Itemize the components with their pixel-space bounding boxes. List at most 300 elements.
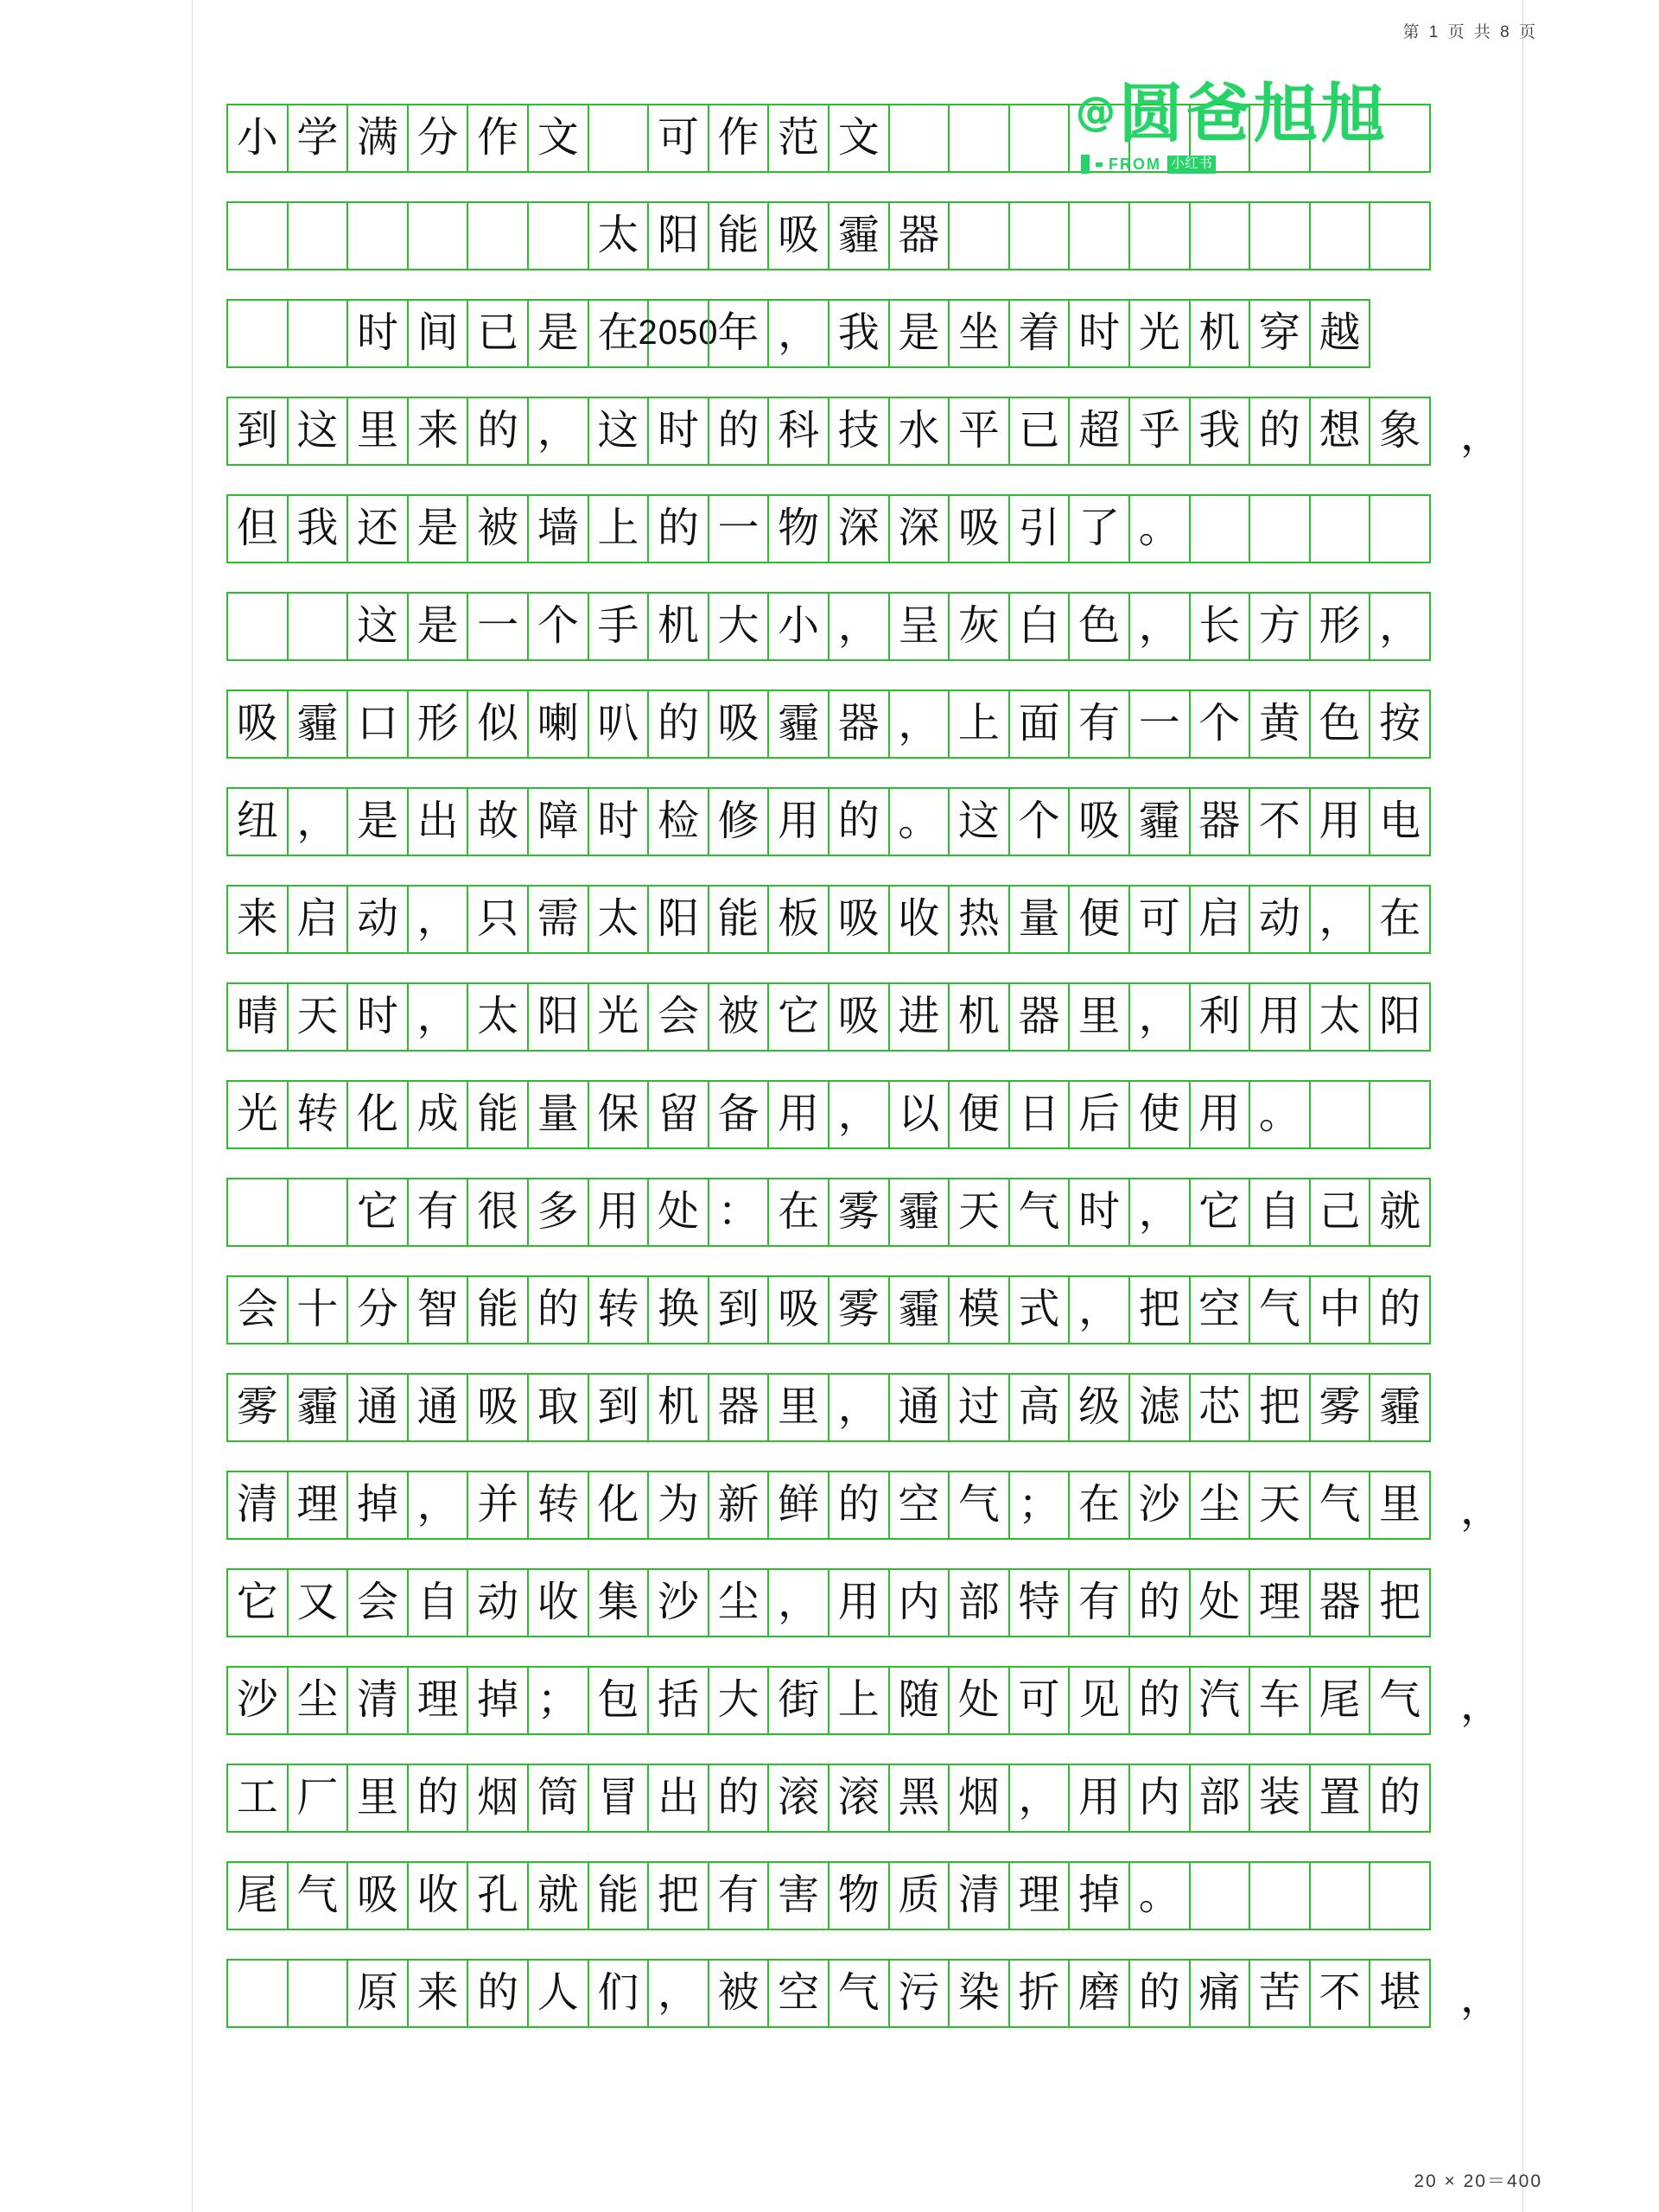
grid-cell <box>287 885 349 954</box>
grid-cell-char: 机 <box>1198 308 1241 357</box>
grid-cell-char: 热 <box>957 894 1000 943</box>
grid-cell-char: 技 <box>837 406 880 454</box>
grid-cell <box>1369 1373 1431 1442</box>
grid-cell-char: 鲜 <box>778 1480 820 1529</box>
grid-cell-empty <box>1309 494 1371 563</box>
grid-cell <box>467 1080 529 1149</box>
grid-cell-char: 收 <box>898 894 940 943</box>
overflow-punctuation: ， <box>1460 410 1503 460</box>
grid-cell <box>1008 1666 1071 1735</box>
grid-cell-char: 烟 <box>477 1773 519 1821</box>
grid-cell <box>588 1080 650 1149</box>
grid-cell-char: 深 <box>837 504 880 552</box>
grid-cell-char: 灰 <box>957 601 1000 650</box>
grid-cell-char: 工 <box>236 1773 278 1821</box>
grid-cell <box>647 104 709 173</box>
grid-cell <box>226 104 289 173</box>
grid-cell-char: 是 <box>898 308 940 357</box>
grid-cell <box>1189 1471 1251 1540</box>
grid-cell <box>1008 299 1071 368</box>
grid-cell-char: 动 <box>1258 894 1300 943</box>
grid-cell <box>888 1178 950 1247</box>
grid-cell <box>1068 494 1130 563</box>
grid-cell-char: 街 <box>778 1675 820 1724</box>
grid-cell-char: 不 <box>1319 1968 1361 2017</box>
grid-cell-char: 滚 <box>778 1773 820 1821</box>
grid-cell-char: 物 <box>837 1871 880 1919</box>
grid-cell-char: 尘 <box>1198 1480 1241 1529</box>
grid-cell-char: 化 <box>597 1480 639 1529</box>
grid-cell <box>287 1275 349 1344</box>
grid-cell <box>948 1178 1010 1247</box>
grid-cell <box>527 104 589 173</box>
grid-cell <box>1249 1373 1311 1442</box>
grid-cell-empty <box>287 1959 349 2028</box>
grid-cell <box>407 1861 469 1930</box>
grid-cell-char: 害 <box>778 1871 820 1919</box>
grid-cell <box>588 982 650 1052</box>
grid-cell-char: 只 <box>477 894 519 943</box>
grid-cell-empty <box>1309 1080 1371 1149</box>
grid-cell-empty <box>1309 104 1371 173</box>
grid-cell-char: 量 <box>537 1090 579 1138</box>
grid-cell <box>767 494 830 563</box>
grid-cell-char: 作 <box>477 113 519 162</box>
grid-cell-char: 到 <box>236 406 278 454</box>
grid-cell <box>467 592 529 661</box>
grid-cell-char: 会 <box>657 992 699 1040</box>
grid-cell <box>226 690 289 759</box>
grid-cell-char: 把 <box>1138 1285 1180 1333</box>
grid-cell <box>828 104 890 173</box>
grid-cell-empty <box>1369 1861 1431 1930</box>
grid-cell <box>888 1861 950 1930</box>
grid-cell-char: 成 <box>416 1090 459 1138</box>
grid-cell <box>1068 299 1130 368</box>
grid-cell-char: 级 <box>1078 1382 1121 1431</box>
watermark-name: 圆爸旭旭 <box>1119 77 1389 151</box>
grid-cell <box>1369 1178 1431 1247</box>
grid-cell-empty <box>226 592 289 661</box>
grid-row <box>226 1275 1464 1344</box>
grid-cell <box>888 885 950 954</box>
grid-cell-char: ， <box>1138 601 1180 650</box>
grid-cell-char: 己 <box>1319 1187 1361 1236</box>
grid-cell-char: 出 <box>657 1773 699 1821</box>
grid-cell <box>1068 1080 1130 1149</box>
grid-cell <box>467 885 529 954</box>
grid-cell-char: 阳 <box>1379 992 1421 1040</box>
grid-cell <box>828 885 890 954</box>
grid-cell <box>226 787 289 856</box>
grid-cell-empty <box>1309 201 1371 270</box>
grid-cell <box>767 1373 830 1442</box>
grid-cell-char: 是 <box>416 601 459 650</box>
grid-cell <box>1128 787 1191 856</box>
watermark-from-label: FROM <box>1109 155 1161 173</box>
grid-cell-char: 能 <box>477 1285 519 1333</box>
grid-cell-char: 的 <box>416 1773 459 1821</box>
grid-cell-char: 它 <box>236 1578 278 1626</box>
grid-cell-char: 特 <box>1018 1578 1060 1626</box>
grid-cell-char: 日 <box>1018 1090 1060 1138</box>
grid-cell-char: 括 <box>657 1675 699 1724</box>
grid-cell <box>287 1861 349 1930</box>
grid-cell-char: 磨 <box>1078 1968 1121 2017</box>
grid-cell-char: 里 <box>1379 1480 1421 1529</box>
grid-cell-char: ； <box>537 1675 579 1724</box>
grid-cell <box>588 1275 650 1344</box>
grid-cell-char: 智 <box>416 1285 459 1333</box>
grid-cell <box>346 397 409 466</box>
grid-cell <box>1128 1471 1191 1540</box>
grid-cell <box>407 1959 469 2028</box>
grid-cell <box>346 1861 409 1930</box>
grid-cell <box>1189 397 1251 466</box>
grid-cell-char: 霾 <box>898 1187 940 1236</box>
grid-cell-char: 气 <box>296 1871 339 1919</box>
grid-cell <box>1128 1568 1191 1637</box>
grid-cell-empty <box>1008 104 1071 173</box>
grid-cell-char: 汽 <box>1198 1675 1241 1724</box>
grid-cell <box>828 1861 890 1930</box>
grid-cell-char: 吸 <box>356 1871 398 1919</box>
grid-cell <box>888 592 950 661</box>
grid-cell <box>527 1275 589 1344</box>
grid-cell-char: 可 <box>657 113 699 162</box>
grid-cell-char: 们 <box>597 1968 639 2017</box>
grid-cell-char: 个 <box>537 601 579 650</box>
grid-cell <box>948 1959 1010 2028</box>
grid-cell <box>828 299 890 368</box>
grid-cell-char: 动 <box>356 894 398 943</box>
grid-cell-char: 内 <box>898 1578 940 1626</box>
grid-cell-char: 冒 <box>597 1773 639 1821</box>
grid-cell <box>1369 1959 1431 2028</box>
grid-cell-empty <box>226 1959 289 2028</box>
grid-cell-char: 转 <box>537 1480 579 1529</box>
grid-cell <box>1249 1178 1311 1247</box>
grid-cell <box>647 397 709 466</box>
grid-cell-char: 被 <box>717 1968 760 2017</box>
grid-cell-char: 。 <box>898 797 940 845</box>
grid-cell-char: 的 <box>1138 1578 1180 1626</box>
grid-cell <box>708 1959 770 2028</box>
grid-cell-char: 色 <box>1319 699 1361 747</box>
grid-cell <box>767 201 830 270</box>
grid-cell <box>287 1666 349 1735</box>
grid-cell <box>708 1568 770 1637</box>
grid-cell <box>1008 1568 1071 1637</box>
grid-cell <box>407 787 469 856</box>
grid-cell <box>1008 1373 1071 1442</box>
grid-cell-char: 霾 <box>296 699 339 747</box>
grid-cell-char: 雾 <box>837 1285 880 1333</box>
grid-cell <box>828 690 890 759</box>
grid-cell <box>287 690 349 759</box>
grid-cell-char: 吸 <box>778 211 820 259</box>
grid-cell-char: ， <box>537 406 579 454</box>
grid-cell <box>407 885 469 954</box>
grid-cell-char: 个 <box>1198 699 1241 747</box>
grid-cell-char: 霾 <box>296 1382 339 1431</box>
grid-cell-char: 就 <box>1379 1187 1421 1236</box>
grid-cell-char: 后 <box>1078 1090 1121 1138</box>
grid-cell <box>1128 1275 1191 1344</box>
grid-cell-char: 用 <box>1198 1090 1241 1138</box>
grid-cell-char: ； <box>1018 1480 1060 1529</box>
grid-cell-char: 太 <box>477 992 519 1040</box>
grid-cell <box>1309 787 1371 856</box>
grid-cell <box>1249 982 1311 1052</box>
grid-cell <box>708 1861 770 1930</box>
grid-cell-char: 里 <box>778 1382 820 1431</box>
grid-cell-char: 长 <box>1198 601 1241 650</box>
grid-cell-char: 纽 <box>236 797 278 845</box>
grid-cell <box>1369 397 1431 466</box>
grid-cell <box>708 494 770 563</box>
grid-cell-char: 能 <box>717 894 760 943</box>
grid-cell-char: 芯 <box>1198 1382 1241 1431</box>
grid-cell-char: 气 <box>1258 1285 1300 1333</box>
grid-cell <box>708 982 770 1052</box>
grid-cell-char: 有 <box>1078 1578 1121 1626</box>
grid-cell-char: 集 <box>597 1578 639 1626</box>
grid-cell <box>346 1764 409 1833</box>
grid-cell <box>1008 494 1071 563</box>
grid-cell-empty <box>888 104 950 173</box>
grid-cell-char: 吸 <box>477 1382 519 1431</box>
grid-cell-empty <box>346 201 409 270</box>
grid-cell-char: 在 <box>778 1187 820 1236</box>
grid-cell <box>708 787 770 856</box>
grid-cell-char: 原 <box>356 1968 398 2017</box>
grid-cell <box>1128 1178 1191 1247</box>
grid-cell-char: 时 <box>356 308 398 357</box>
grid-cell <box>767 690 830 759</box>
grid-cell <box>1128 1959 1191 2028</box>
grid-cell-char: 车 <box>1258 1675 1300 1724</box>
grid-cell-char: 尾 <box>236 1871 278 1919</box>
grid-cell <box>346 1666 409 1735</box>
grid-cell-empty <box>1068 104 1130 173</box>
grid-cell-char: 部 <box>1198 1773 1241 1821</box>
grid-cell <box>948 1568 1010 1637</box>
grid-cell-char: 并 <box>477 1480 519 1529</box>
grid-cell-empty <box>1369 494 1431 563</box>
grid-cell <box>1249 1959 1311 2028</box>
grid-cell <box>948 1275 1010 1344</box>
grid-cell <box>467 1861 529 1930</box>
grid-cell <box>467 1764 529 1833</box>
grid-cell <box>467 1568 529 1637</box>
grid-cell-char: 形 <box>1319 601 1361 650</box>
grid-cell-char: 进 <box>898 992 940 1040</box>
grid-cell <box>888 1373 950 1442</box>
grid-cell <box>1189 1178 1251 1247</box>
grid-cell-char: 晴 <box>236 992 278 1040</box>
grid-cell-char: 还 <box>356 504 398 552</box>
grid-cell-char: 引 <box>1018 504 1060 552</box>
grid-cell <box>407 690 469 759</box>
grid-cell-char: 超 <box>1078 406 1121 454</box>
grid-cell-char: 太 <box>597 211 639 259</box>
grid-cell-char: 文 <box>537 113 579 162</box>
grid-cell-char: ， <box>837 601 880 650</box>
grid-cell-char: 已 <box>477 308 519 357</box>
grid-cell-char: 似 <box>477 699 519 747</box>
grid-cell <box>888 1764 950 1833</box>
grid-cell-char: 利 <box>1198 992 1241 1040</box>
grid-cell-char: 电 <box>1379 797 1421 845</box>
grid-cell-char: 天 <box>296 992 339 1040</box>
grid-cell <box>226 1080 289 1149</box>
grid-cell-char: 的 <box>1138 1675 1180 1724</box>
grid-cell <box>588 690 650 759</box>
grid-cell-char: 清 <box>957 1871 1000 1919</box>
grid-cell <box>226 397 289 466</box>
grid-cell <box>1189 982 1251 1052</box>
grid-cell-char: 已 <box>1018 406 1060 454</box>
grid-cell <box>527 592 589 661</box>
grid-cell <box>647 1666 709 1735</box>
grid-cell <box>1128 1764 1191 1833</box>
grid-cell <box>1369 1666 1431 1735</box>
grid-cell <box>708 592 770 661</box>
grid-cell-char: 来 <box>236 894 278 943</box>
grid-cell-char: 学 <box>296 113 339 162</box>
grid-cell <box>1189 1959 1251 2028</box>
grid-cell-char: 空 <box>778 1968 820 2017</box>
grid-cell <box>1309 1275 1371 1344</box>
grid-cell-char: 天 <box>1258 1480 1300 1529</box>
grid-cell-char: 便 <box>957 1090 1000 1138</box>
grid-cell-char: 部 <box>957 1578 1000 1626</box>
grid-cell <box>287 1568 349 1637</box>
grid-cell-char: 检 <box>657 797 699 845</box>
grid-cell-char: 可 <box>1018 1675 1060 1724</box>
grid-cell <box>1309 885 1371 954</box>
grid-cell-char: 处 <box>657 1187 699 1236</box>
grid-cell <box>647 690 709 759</box>
grid-cell-empty <box>467 201 529 270</box>
grid-cell-char: 滚 <box>837 1773 880 1821</box>
writing-grid <box>226 104 1503 2056</box>
grid-cell <box>1369 690 1431 759</box>
grid-cell <box>708 201 770 270</box>
grid-cell-char: ， <box>837 1090 880 1138</box>
grid-cell-char: 十 <box>296 1285 339 1333</box>
grid-cell-empty <box>1189 494 1251 563</box>
grid-cell-char: 小 <box>778 601 820 650</box>
grid-cell <box>1128 1080 1191 1149</box>
grid-cell <box>948 1666 1010 1735</box>
grid-cell-char: 色 <box>1078 601 1121 650</box>
grid-cell <box>888 1471 950 1540</box>
grid-row <box>226 885 1464 954</box>
grid-row <box>226 494 1464 563</box>
grid-cell-char: 沙 <box>657 1578 699 1626</box>
grid-cell <box>948 982 1010 1052</box>
grid-cell-char: 用 <box>778 797 820 845</box>
grid-cell <box>1249 299 1311 368</box>
grid-cell-char: 时 <box>356 992 398 1040</box>
grid-cell-char: 霾 <box>898 1285 940 1333</box>
grid-cell-char: 物 <box>778 504 820 552</box>
grid-cell-char: 坐 <box>957 308 1000 357</box>
grid-cell <box>1068 1568 1130 1637</box>
watermark-source-chip: 小红书 <box>1167 156 1216 174</box>
grid-cell <box>767 104 830 173</box>
grid-cell <box>407 1373 469 1442</box>
grid-cell-empty <box>527 201 589 270</box>
grid-cell <box>588 1373 650 1442</box>
grid-cell-char: 理 <box>1258 1578 1300 1626</box>
grid-cell <box>1309 1373 1371 1442</box>
grid-cell <box>708 299 770 368</box>
grid-cell-char: 雾 <box>837 1187 880 1236</box>
grid-cell-char: 手 <box>597 601 639 650</box>
grid-cell-char: 的 <box>477 1968 519 2017</box>
grid-cell <box>647 885 709 954</box>
grid-cell <box>1068 1764 1130 1833</box>
grid-cell-empty <box>1008 201 1071 270</box>
grid-cell-char: 。 <box>1258 1090 1300 1138</box>
grid-cell <box>467 1373 529 1442</box>
grid-cell <box>767 397 830 466</box>
grid-cell <box>1249 397 1311 466</box>
grid-cell <box>767 1861 830 1930</box>
grid-cell <box>527 1861 589 1930</box>
grid-cell-char: 能 <box>597 1871 639 1919</box>
grid-cell-char: 的 <box>1258 406 1300 454</box>
grid-cell-char: 厂 <box>296 1773 339 1821</box>
grid-cell <box>226 885 289 954</box>
grid-cell <box>467 982 529 1052</box>
grid-cell <box>708 1178 770 1247</box>
grid-cell <box>948 494 1010 563</box>
grid-cell <box>948 592 1010 661</box>
grid-cell <box>1068 1861 1130 1930</box>
grid-cell <box>828 1764 890 1833</box>
grid-cell <box>407 1471 469 1540</box>
grid-cell <box>1008 787 1071 856</box>
grid-cell-char: 科 <box>778 406 820 454</box>
grid-cell-char: 大 <box>717 601 760 650</box>
grid-cell-char: 器 <box>837 699 880 747</box>
grid-cell <box>407 1764 469 1833</box>
grid-cell <box>1189 1275 1251 1344</box>
grid-cell <box>1309 982 1371 1052</box>
grid-cell-char: 沙 <box>236 1675 278 1724</box>
grid-cell <box>1068 1178 1130 1247</box>
grid-cell-char: 通 <box>416 1382 459 1431</box>
grid-cell-char: ， <box>1018 1773 1060 1821</box>
grid-cell <box>407 1666 469 1735</box>
grid-cell-char: ， <box>296 797 339 845</box>
grid-cell <box>1068 1959 1130 2028</box>
grid-cell <box>1008 1959 1071 2028</box>
grid-cell-char: 化 <box>356 1090 398 1138</box>
grid-cell-char: 的 <box>717 1773 760 1821</box>
grid-cell <box>407 494 469 563</box>
grid-cell-char: 收 <box>416 1871 459 1919</box>
grid-cell <box>948 1764 1010 1833</box>
grid-cell-char: 式 <box>1018 1285 1060 1333</box>
grid-cell-char: 取 <box>537 1382 579 1431</box>
overflow-punctuation: ， <box>1460 1484 1503 1534</box>
grid-cell <box>708 1080 770 1149</box>
